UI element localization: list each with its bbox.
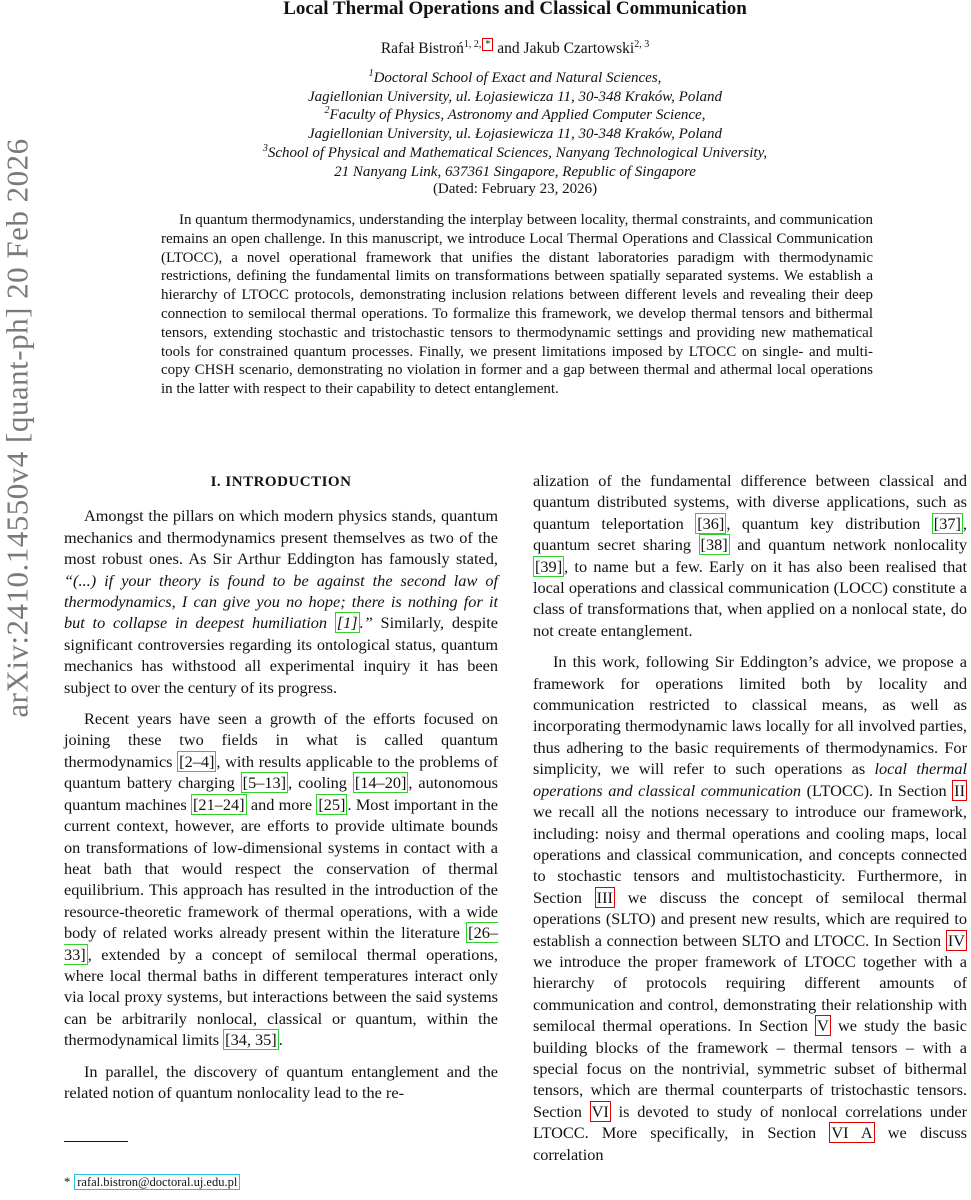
author-name: Rafał Bistroń	[380, 40, 464, 57]
arxiv-sidebar	[0, 138, 40, 718]
paragraph: In parallel, the discovery of quantum entanglement and the related notion of quantum nonlocality lead to the re-	[64, 1061, 498, 1102]
email-link[interactable]: rafal.bistron@doctoral.uj.edu.pl	[74, 1174, 240, 1190]
abstract: In quantum thermodynamics, understanding the interplay between locality, thermal constraints, and communication remains an open challenge. In this manuscript, we introduce Local Thermal Operations and Classical Communication (LTOCC), a novel operational framework that unifies the distant laboratories paradigm with thermodynamic restrictions, defining the fundamental limits on transformations between spatially separated systems. We establish a hierarchy of LTOCC protocols, demonstrating inclusion relations between different levels and revealing their deep connection to semilocal thermal operations. To formalize this framework, we develop thermal tensors and bithermal tensors, extending stochastic and tristochastic tensors to thermodynamic settings and providing new mathematical tools for constrained quantum processes. Finally, we present limitations imposed by LTOCC on single- and multi-copy CHSH scenario, demonstrating no violation in former and a gap between thermal and athermal local operations in the latter with respect to their capability to detect entanglement.	[161, 212, 873, 398]
citation-link[interactable]: [36]	[697, 513, 725, 533]
paragraph: In this work, following Sir Eddington’s advice, we propose a framework for operations limited both by locality and communication restricted to classical means, as well as incorporating thermodynamic laws locally for all involved parties, thus adhering to the basic requirements of thermodynamics. For simplicity, we will refer to such operations as local thermal operations and classical communication (LTOCC). In Section II we recall all the notions necessary to introduce our framework, including: noisy and thermal operations and cooling maps, local operations and classical communication, and concepts connected to stochastic tensors and multistochasticity. Furthermore, in Section III we discuss the concept of semilocal thermal operations (SLTO) and present new results, which are required to establish a connection between SLTO and LTOCC. In Section IV we introduce the proper framework of LTOCC together with a hierarchy of protocols requiring different amounts of communication and control, demonstrating their relationship with semilocal thermal operations. In Section V we study the basic building blocks of the framework – thermal tensors – with a special focus on the nontrivial, symmetric subset of bithermal tensors, which are thermal counterparts of tristochastic tensors. Section VI is devoted to study of nonlocal correlations under LTOCC. More specifically, in Section VI A we discuss correlation	[533, 652, 968, 1164]
left-column	[64, 470, 498, 1113]
affiliation-line: 21 Nanyang Link, 637361 Singapore, Republic of Singapore	[334, 163, 696, 180]
section-link[interactable]: V	[817, 1016, 829, 1036]
date-line: (Dated: February 23, 2026)	[432, 181, 598, 197]
author-line	[150, 40, 880, 58]
section-link[interactable]: VI A	[831, 1123, 873, 1143]
author-affil-sup: 1, 2, *	[464, 39, 494, 50]
author-name: Jakub Czartowski	[523, 40, 635, 57]
author-conjunction: and	[493, 40, 524, 57]
section-link[interactable]: III	[596, 887, 613, 907]
paragraph: alization of the fundamental difference between classical and quantum distributed systems, with diverse applications, such as quantum teleportation [36] , quantum key distribution [37] , quantum secret sharing [38] and quantum network nonlocality [39] , to name but a few. Early on it has also been realised that local operations and classical communication (LOCC) constitute a class of transformations that, when applied on a nonlocal state, do not create entanglement.	[533, 471, 967, 640]
citation-link[interactable]: [34, 35]	[225, 1030, 277, 1050]
section-heading: I. INTRODUCTION	[210, 474, 352, 490]
paper-title: Local Thermal Operations and Classical Communication	[283, 0, 747, 19]
affiliation-line: $^3$School of Physical and Mathematical Sciences, Nanyang Technological University,	[262, 142, 768, 161]
footnote-rule	[64, 1141, 128, 1142]
affiliation-line: Jagiellonian University, ul. Łojasiewicza 11, 30-348 Kraków, Poland	[307, 126, 722, 143]
paragraph: Amongst the pillars on which modern physics stands, quantum mechanics and thermodynamics present themselves as two of the most robust ones. As Sir Arthur Eddington has famously stated, “(...) if your theory is found to be against the second law of thermodynamics, I can give you no hope; there is nothing for it but to collapse in deepest humiliation [1] .” Similarly, despite significant controversies regarding its ontological status, quantum mechanics has withstood all experimental inquiry it has been subject to over the century of its progress.	[64, 506, 498, 697]
footnote-mark: *	[64, 1175, 71, 1189]
affiliation-line: Jagiellonian University, ul. Łojasiewicza 11, 30-348 Kraków, Poland	[307, 88, 722, 105]
citation-link[interactable]: [21–24]	[193, 794, 245, 814]
footnote	[64, 1175, 240, 1190]
citation-link[interactable]: [5–13]	[242, 773, 287, 793]
citation-link[interactable]: [14–20]	[354, 773, 407, 793]
arxiv-identifier: arXiv:2410.14550v4 [quant-ph] 20 Feb 2026	[0, 138, 36, 718]
affiliations	[150, 69, 880, 181]
section-link[interactable]: IV	[947, 930, 965, 950]
affiliation-line: $^1$Doctoral School of Exact and Natural Sciences,	[368, 68, 662, 86]
paragraph: Recent years have seen a growth of the efforts focused on joining these two fields in what is called quantum thermodynamics [2–4] , with results applicable to the problems of quantum battery charging [5–13] , cooling [14–20] , autonomous quantum machines [21–24] and more [25] . Most important in the current context, however, are efforts to provide ultimate bounds on transformations of low-dimensional systems in contact with a heat bath that would respect the conservation of thermal equilibrium. This approach has resulted in the introduction of the resource-theoretic framework of thermal operations, with a wide body of related works already present within the literature [26–33] , extended by a concept of semilocal thermal operations, where local thermal baths in different temperatures interact only via local proxy systems, but interactions between the said systems can be arbitrarily nonlocal, classical or quantum, within the thermodynamical limits [34, 35] .	[64, 709, 499, 1050]
author-affil-sup: 2, 3	[634, 38, 650, 50]
affiliation-line: $^2$Faculty of Physics, Astronomy and Applied Computer Science,	[324, 105, 706, 124]
citation-link[interactable]: [39]	[535, 556, 563, 576]
citation-link[interactable]: [38]	[700, 535, 728, 555]
section-link[interactable]: II	[954, 780, 966, 800]
citation-link[interactable]: [2–4]	[179, 751, 215, 771]
section-link[interactable]: VI	[591, 1101, 609, 1121]
citation-link[interactable]: [37]	[933, 513, 961, 533]
citation-link[interactable]: [25]	[318, 794, 346, 814]
citation-link[interactable]: [1]	[336, 613, 358, 633]
right-column	[533, 470, 967, 1175]
citation-link[interactable]: [26–33]	[64, 923, 498, 964]
footnote-link[interactable]: *	[482, 38, 493, 51]
